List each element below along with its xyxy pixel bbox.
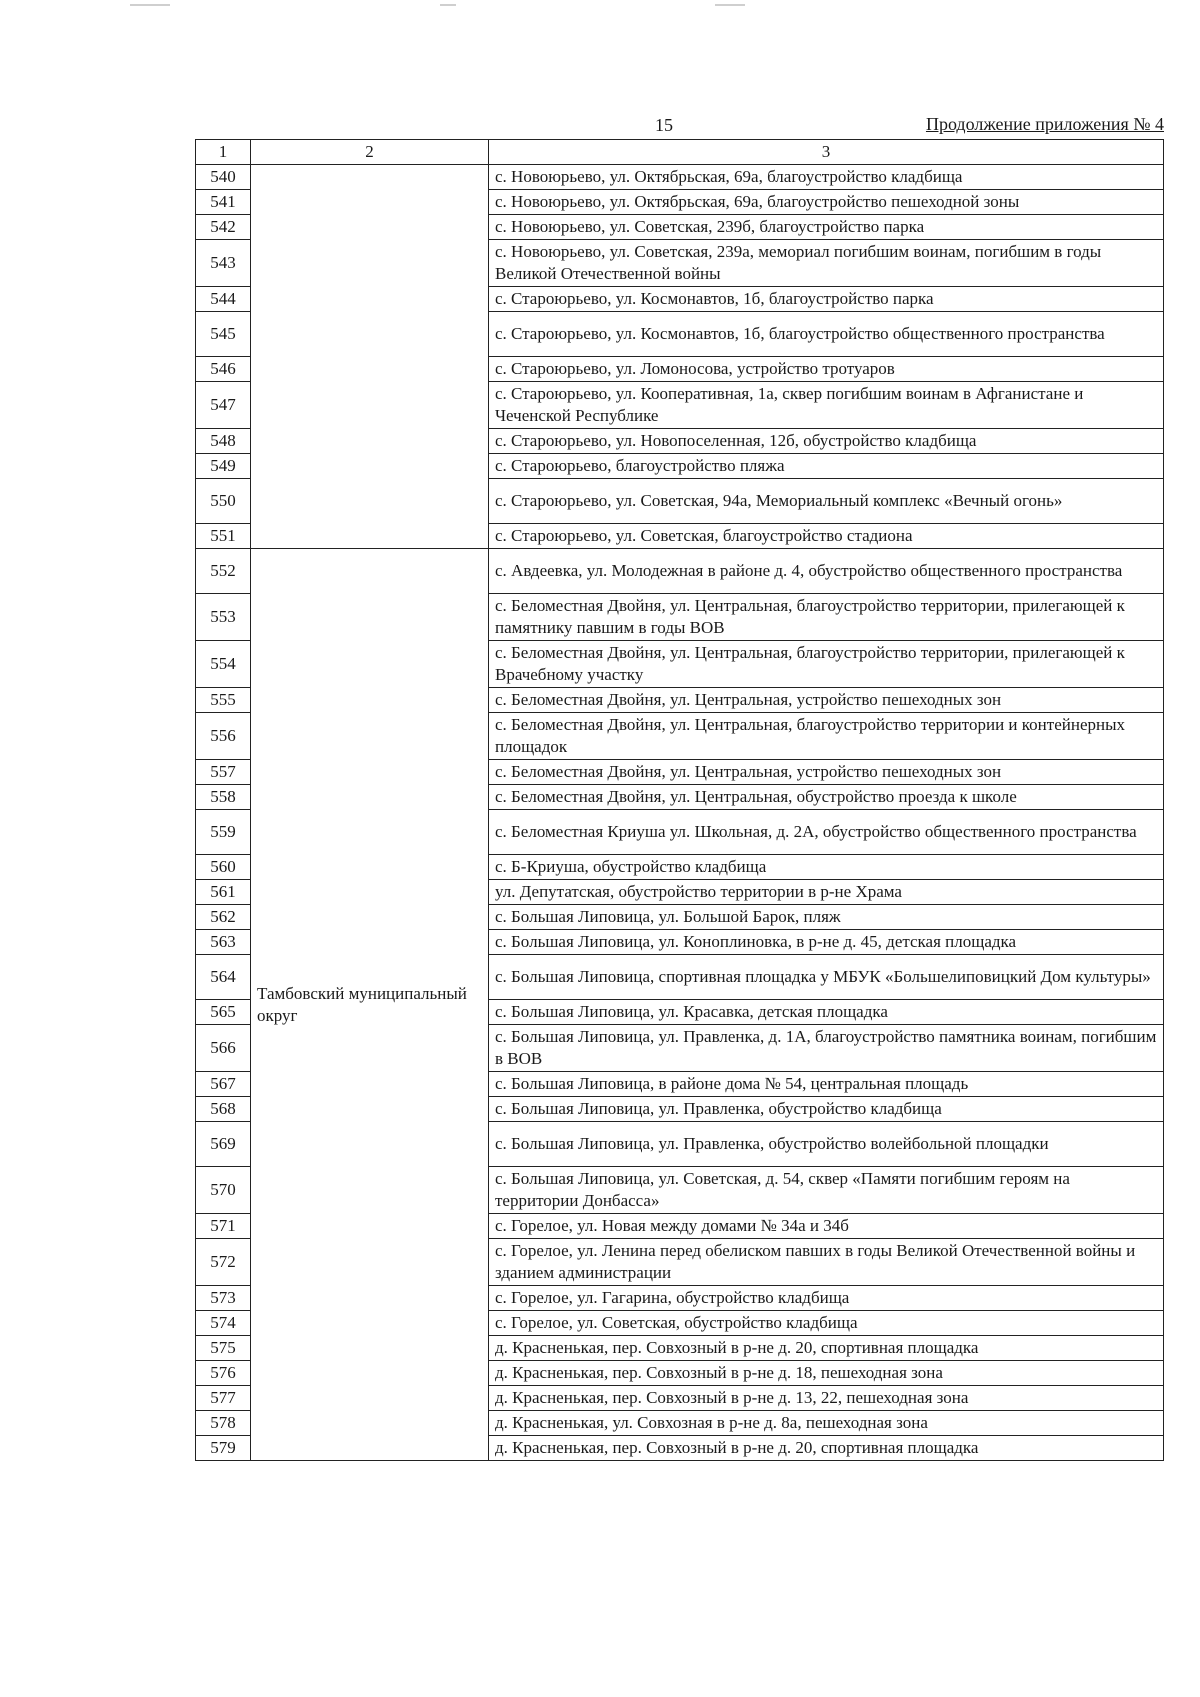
project-description: д. Красненькая, пер. Совхозный в р-не д. 20, спортивная площадка [489, 1336, 1164, 1361]
row-number: 555 [196, 688, 251, 713]
project-description: с. Староюрьево, ул. Новопоселенная, 12б, обустройство кладбища [489, 429, 1164, 454]
row-number: 576 [196, 1361, 251, 1386]
column-header: 2 [251, 140, 489, 165]
project-description: с. Староюрьево, благоустройство пляжа [489, 454, 1164, 479]
row-number: 565 [196, 1000, 251, 1025]
table-row [196, 165, 1164, 190]
project-description: с. Авдеевка, ул. Молодежная в районе д. 4, обустройство общественного пространства [489, 549, 1164, 594]
table-header-row [196, 140, 1164, 165]
row-number: 554 [196, 641, 251, 688]
row-number: 577 [196, 1386, 251, 1411]
project-description: д. Красненькая, пер. Совхозный в р-не д. 18, пешеходная зона [489, 1361, 1164, 1386]
row-number: 551 [196, 524, 251, 549]
project-description: д. Красненькая, ул. Совхозная в р-не д. 8а, пешеходная зона [489, 1411, 1164, 1436]
row-number: 558 [196, 785, 251, 810]
projects-table [195, 139, 1164, 1461]
row-number: 573 [196, 1286, 251, 1311]
project-description: с. Беломестная Двойня, ул. Центральная, устройство пешеходных зон [489, 760, 1164, 785]
project-description: с. Большая Липовица, спортивная площадка у МБУК «Большелиповицкий Дом культуры» [489, 955, 1164, 1000]
project-description: с. Большая Липовица, ул. Правленка, обустройство волейбольной площадки [489, 1122, 1164, 1167]
project-description: д. Красненькая, пер. Совхозный в р-не д. 20, спортивная площадка [489, 1436, 1164, 1461]
project-description: с. Староюрьево, ул. Ломоносова, устройство тротуаров [489, 357, 1164, 382]
row-number: 572 [196, 1239, 251, 1286]
row-number: 543 [196, 240, 251, 287]
project-description: с. Новоюрьево, ул. Октябрьская, 69а, благоустройство пешеходной зоны [489, 190, 1164, 215]
project-description: с. Беломестная Двойня, ул. Центральная, благоустройство территории и контейнерных площадок [489, 713, 1164, 760]
scan-artifact [715, 4, 745, 6]
row-number: 549 [196, 454, 251, 479]
project-description: с. Горелое, ул. Новая между домами № 34а и 34б [489, 1214, 1164, 1239]
project-description: с. Новоюрьево, ул. Октябрьская, 69а, благоустройство кладбища [489, 165, 1164, 190]
project-description: с. Беломестная Криуша ул. Школьная, д. 2А, обустройство общественного пространства [489, 810, 1164, 855]
row-number: 553 [196, 594, 251, 641]
row-number: 542 [196, 215, 251, 240]
row-number: 566 [196, 1025, 251, 1072]
project-description: с. Новоюрьево, ул. Советская, 239а, мемориал погибшим воинам, погибшим в годы Великой Отечественной войны [489, 240, 1164, 287]
row-number: 552 [196, 549, 251, 594]
row-number: 546 [196, 357, 251, 382]
project-description: с. Большая Липовица, ул. Большой Барок, пляж [489, 905, 1164, 930]
project-description: с. Староюрьево, ул. Советская, благоустройство стадиона [489, 524, 1164, 549]
row-number: 559 [196, 810, 251, 855]
project-description: с. Новоюрьево, ул. Советская, 239б, благоустройство парка [489, 215, 1164, 240]
row-number: 540 [196, 165, 251, 190]
row-number: 574 [196, 1311, 251, 1336]
row-number: 569 [196, 1122, 251, 1167]
row-number: 563 [196, 930, 251, 955]
project-description: с. Горелое, ул. Советская, обустройство кладбища [489, 1311, 1164, 1336]
row-number: 557 [196, 760, 251, 785]
project-description: ул. Депутатская, обустройство территории в р-не Храма [489, 880, 1164, 905]
page-number: 15 [655, 115, 673, 135]
project-description: с. Большая Липовица, ул. Правленка, д. 1А, благоустройство памятника воинам, погибшим в ВОВ [489, 1025, 1164, 1072]
project-description: с. Беломестная Двойня, ул. Центральная, устройство пешеходных зон [489, 688, 1164, 713]
row-number: 550 [196, 479, 251, 524]
project-description: с. Большая Липовица, ул. Правленка, обустройство кладбища [489, 1097, 1164, 1122]
project-description: с. Беломестная Двойня, ул. Центральная, благоустройство территории, прилегающей к Врачебному участку [489, 641, 1164, 688]
table-body [196, 165, 1164, 1461]
project-description: с. Горелое, ул. Ленина перед обелиском павших в годы Великой Отечественной войны и зданием администрации [489, 1239, 1164, 1286]
row-number: 560 [196, 855, 251, 880]
project-description: с. Большая Липовица, ул. Советская, д. 54, сквер «Памяти погибшим героям на территории Донбасса» [489, 1167, 1164, 1214]
project-description: с. Староюрьево, ул. Космонавтов, 1б, благоустройство общественного пространства [489, 312, 1164, 357]
project-description: с. Большая Липовица, ул. Коноплиновка, в р-не д. 45, детская площадка [489, 930, 1164, 955]
column-header: 1 [196, 140, 251, 165]
row-number: 561 [196, 880, 251, 905]
project-description: с. Б-Криуша, обустройство кладбища [489, 855, 1164, 880]
district-cell: Тамбовский муниципальный округ [251, 549, 489, 1461]
project-description: с. Староюрьево, ул. Советская, 94а, Мемориальный комплекс «Вечный огонь» [489, 479, 1164, 524]
row-number: 579 [196, 1436, 251, 1461]
table-row [196, 549, 1164, 594]
project-description: д. Красненькая, пер. Совхозный в р-не д. 13, 22, пешеходная зона [489, 1386, 1164, 1411]
scan-artifact [440, 4, 456, 6]
row-number: 544 [196, 287, 251, 312]
row-number: 571 [196, 1214, 251, 1239]
row-number: 567 [196, 1072, 251, 1097]
row-number: 575 [196, 1336, 251, 1361]
row-number: 547 [196, 382, 251, 429]
row-number: 545 [196, 312, 251, 357]
row-number: 562 [196, 905, 251, 930]
project-description: с. Беломестная Двойня, ул. Центральная, обустройство проезда к школе [489, 785, 1164, 810]
project-description: с. Большая Липовица, ул. Красавка, детская площадка [489, 1000, 1164, 1025]
row-number: 570 [196, 1167, 251, 1214]
district-cell [251, 165, 489, 549]
scan-artifact [130, 4, 170, 6]
project-description: с. Большая Липовица, в районе дома № 54, центральная площадь [489, 1072, 1164, 1097]
row-number: 578 [196, 1411, 251, 1436]
project-description: с. Староюрьево, ул. Космонавтов, 1б, благоустройство парка [489, 287, 1164, 312]
project-description: с. Староюрьево, ул. Кооперативная, 1а, сквер погибшим воинам в Афганистане и Чеченской Республике [489, 382, 1164, 429]
row-number: 564 [196, 955, 251, 1000]
row-number: 568 [196, 1097, 251, 1122]
continuation-note: Продолжение приложения № 4 [925, 114, 1164, 134]
project-description: с. Беломестная Двойня, ул. Центральная, благоустройство территории, прилегающей к памятнику павшим в годы ВОВ [489, 594, 1164, 641]
column-header: 3 [489, 140, 1164, 165]
row-number: 556 [196, 713, 251, 760]
project-description: с. Горелое, ул. Гагарина, обустройство кладбища [489, 1286, 1164, 1311]
row-number: 548 [196, 429, 251, 454]
row-number: 541 [196, 190, 251, 215]
